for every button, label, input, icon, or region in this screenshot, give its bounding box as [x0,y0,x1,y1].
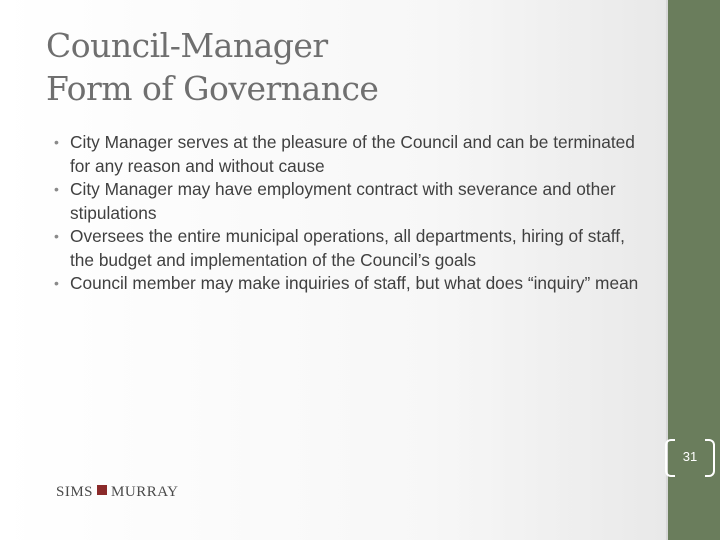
slide-title [46,24,646,110]
bullet-list [50,131,640,296]
logo-text-right: MURRAY [111,484,179,500]
bullet-item: • City Manager may have employment contract with severance and other stipulations [50,178,640,225]
title-line-1: Council-Manager [46,26,328,65]
bullet-item: • Council member may make inquiries of staff, but what does “inquiry” mean [50,272,640,296]
sims-murray-logo [56,484,179,500]
page-number-badge [665,437,715,477]
bullet-item: • Oversees the entire municipal operations, all departments, hiring of staff, the budget and implementation of the Council’s goals [50,225,640,272]
logo-text-left: SIMS [56,484,94,500]
title-line-2: Form of Governance [46,69,379,108]
right-bracket-icon [705,439,715,477]
bullet-item: • City Manager serves at the pleasure of the Council and can be terminated for any reason and without cause [50,131,640,178]
logo-square-icon [97,485,107,495]
page-number: 31 [682,449,698,464]
